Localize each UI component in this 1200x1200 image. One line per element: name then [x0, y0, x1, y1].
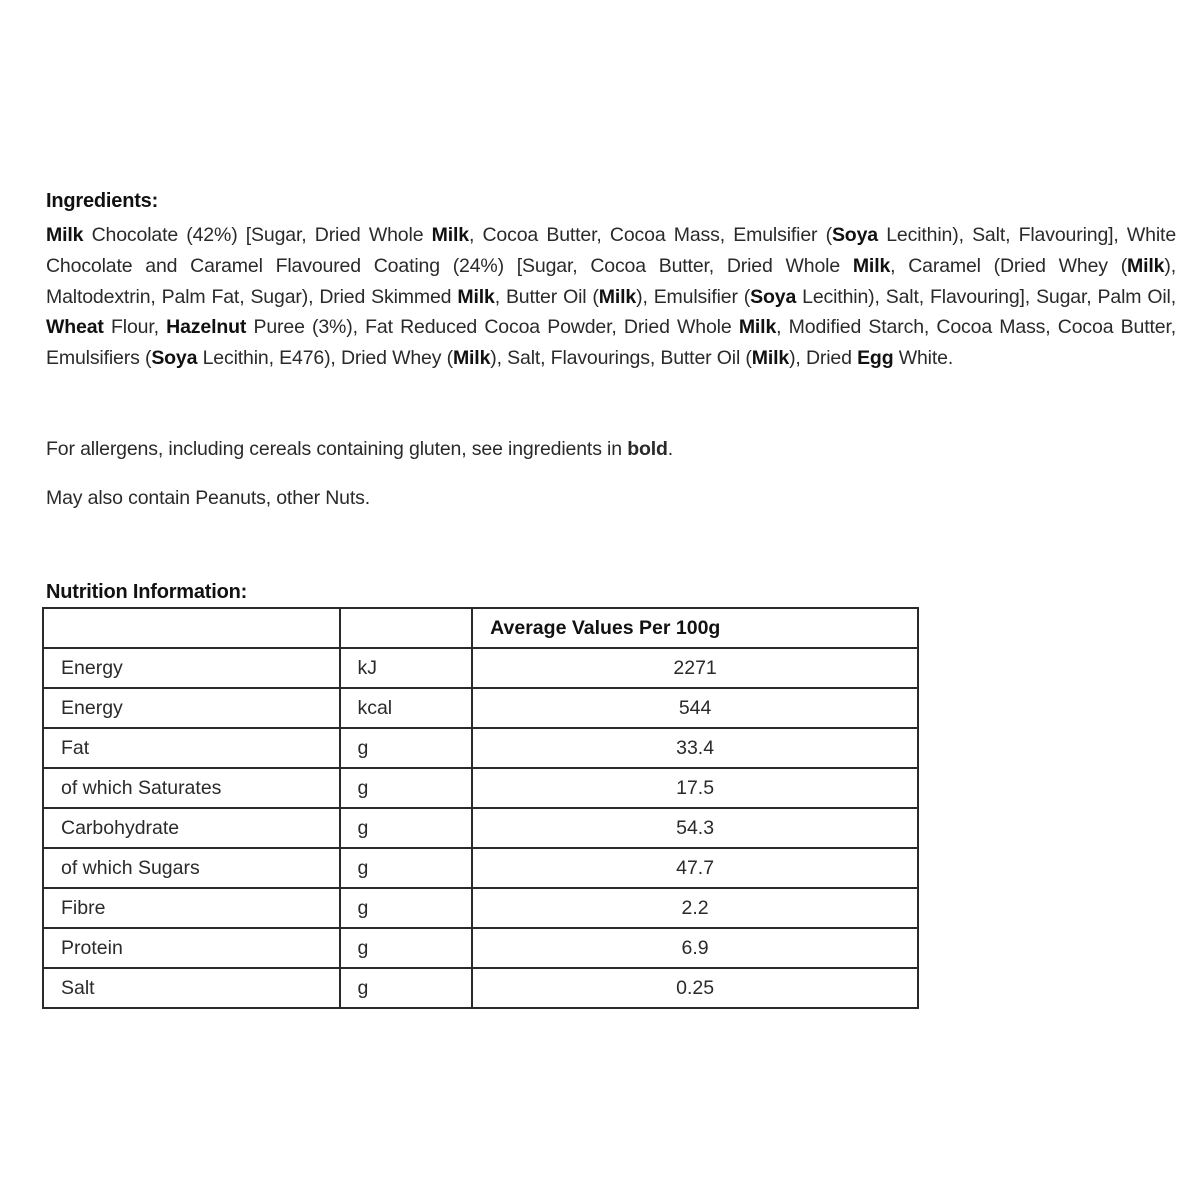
allergen-word: Hazelnut: [166, 316, 247, 339]
nutrient-value: 544: [472, 688, 918, 728]
ingredient-text: Lecithin, E476), Dried Whey (: [197, 347, 453, 370]
nutrient-unit: g: [340, 728, 472, 768]
allergen-word: Wheat: [46, 316, 104, 339]
nutrient-unit: g: [340, 808, 472, 848]
nutrition-row: [43, 688, 918, 728]
ingredients-heading: Ingredients:: [46, 190, 159, 212]
allergen-word: Soya: [831, 224, 878, 246]
nutrition-body: [43, 648, 918, 1008]
may-contain-note: May also contain Peanuts, other Nuts.: [46, 487, 370, 509]
allergen-word: Milk: [1127, 254, 1165, 277]
allergen-word: Milk: [457, 285, 495, 308]
nutrient-value: 47.7: [472, 848, 918, 888]
nutrient-name: Carbohydrate: [43, 808, 340, 848]
nutrient-unit: g: [340, 848, 472, 888]
header-unit-cell: [340, 608, 472, 648]
header-name-cell: [43, 608, 340, 648]
ingredient-text: Lecithin), Salt, Flavouring], Sugar, Palm Oil,: [796, 285, 1176, 308]
nutrient-name: Fibre: [43, 888, 340, 928]
ingredient-text: Puree (3%), Fat Reduced Cocoa Powder, Dried Whole: [246, 316, 739, 339]
nutrition-row: [43, 968, 918, 1008]
nutrition-row: [43, 848, 918, 888]
nutrient-value: 6.9: [472, 928, 918, 968]
ingredient-text: , Cocoa Butter, Cocoa Mass, Emulsifier (: [468, 224, 832, 246]
allergen-word: Egg: [857, 347, 894, 370]
ingredient-text: ), Dried: [789, 347, 858, 370]
nutrition-row: [43, 648, 918, 688]
ingredient-text: Lecithin), Salt, Flavouring], White Chocolate and Caramel Flavoured Coating (24%) [Sugar, Cocoa Butter, Dried Whole: [46, 224, 1177, 277]
nutrient-value: 0.25: [472, 968, 918, 1008]
ingredient-text: , Modified Starch, Cocoa Mass, Cocoa Butter, Emulsifiers (: [46, 316, 1176, 370]
nutrient-name: of which Saturates: [43, 768, 340, 808]
nutrient-value: 17.5: [472, 768, 918, 808]
nutrition-row: [43, 928, 918, 968]
ingredient-text: ), Emulsifier (: [636, 285, 751, 308]
nutrient-value: 2.2: [472, 888, 918, 928]
nutrient-name: Energy: [43, 648, 340, 688]
nutrient-name: Protein: [43, 928, 340, 968]
nutrition-header-row: [43, 608, 918, 648]
allergen-word: Milk: [46, 224, 84, 246]
ingredients-list: [46, 220, 1176, 374]
nutrition-row: [43, 768, 918, 808]
nutrient-unit: g: [340, 768, 472, 808]
nutrient-name: Fat: [43, 728, 340, 768]
ingredient-text: , Butter Oil (: [494, 285, 599, 308]
ingredient-text: Chocolate (42%) [Sugar, Dried Whole: [83, 224, 432, 246]
nutrient-unit: g: [340, 968, 472, 1008]
nutrition-row: [43, 728, 918, 768]
allergen-word: Milk: [852, 254, 891, 277]
ingredient-text: ), Maltodextrin, Palm Fat, Sugar), Dried Skimmed: [46, 254, 1176, 308]
nutrient-unit: kcal: [340, 688, 472, 728]
nutrient-name: Energy: [43, 688, 340, 728]
nutrient-unit: kJ: [340, 648, 472, 688]
nutrient-value: 33.4: [472, 728, 918, 768]
allergen-note-bold: bold: [627, 438, 668, 460]
allergen-word: Milk: [751, 347, 790, 370]
allergen-word: Milk: [598, 285, 637, 308]
ingredient-text: , Caramel (Dried Whey (: [890, 254, 1128, 277]
allergen-word: Milk: [738, 316, 777, 339]
nutrient-value: 54.3: [472, 808, 918, 848]
allergen-note-suffix: .: [667, 438, 674, 460]
allergen-note: [46, 438, 673, 461]
nutrient-name: Salt: [43, 968, 340, 1008]
nutrient-unit: g: [340, 888, 472, 928]
allergen-word: Milk: [452, 347, 491, 370]
ingredient-text: ), Salt, Flavourings, Butter Oil (: [490, 347, 752, 370]
nutrient-name: of which Sugars: [43, 848, 340, 888]
nutrient-unit: g: [340, 928, 472, 968]
nutrition-table: [42, 607, 919, 1009]
nutrition-heading: Nutrition Information:: [46, 581, 248, 603]
ingredient-text: White.: [893, 347, 954, 370]
nutrient-value: 2271: [472, 648, 918, 688]
header-value-cell: Average Values Per 100g: [472, 608, 918, 648]
allergen-word: Soya: [750, 285, 797, 308]
allergen-word: Soya: [151, 347, 198, 370]
nutrition-row: [43, 888, 918, 928]
ingredient-text: Flour,: [103, 316, 167, 339]
allergen-word: Milk: [431, 224, 469, 246]
allergen-note-text: For allergens, including cereals containing gluten, see ingredients in: [46, 438, 628, 460]
nutrition-row: [43, 808, 918, 848]
